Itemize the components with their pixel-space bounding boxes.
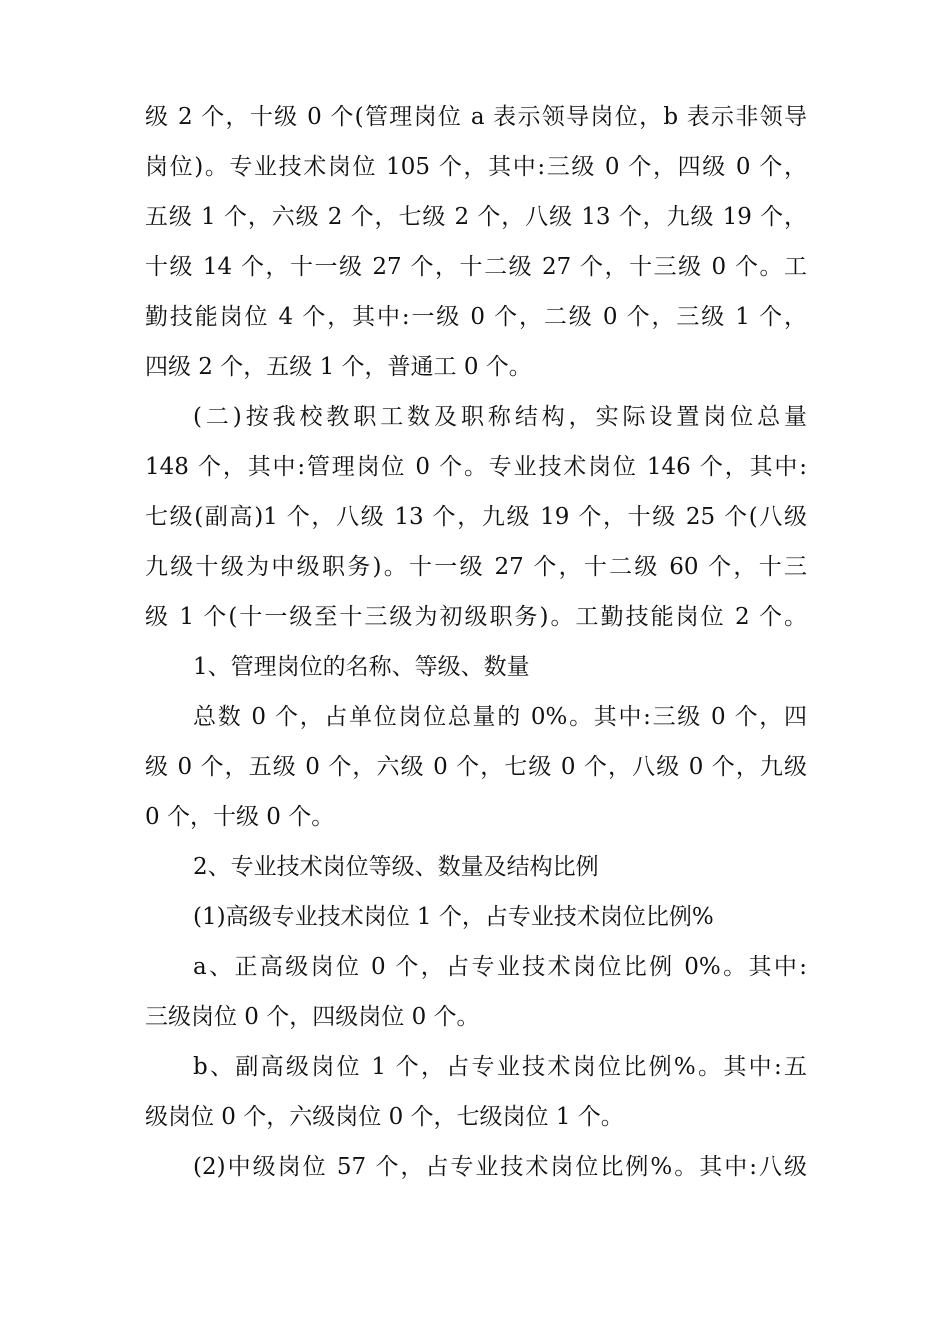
paragraph-start-line: (二)按我校教职工数及职称结构，实际设置岗位总量 xyxy=(193,404,807,430)
text-line: 级岗位 0 个，六级岗位 0 个，七级岗位 1 个。 xyxy=(145,1104,624,1130)
subsection-heading: (1)高级专业技术岗位 1 个，占专业技术岗位比例% xyxy=(193,904,714,930)
section-heading: 2、专业技术岗位等级、数量及结构比例 xyxy=(193,854,599,880)
text-line: 级 0 个，五级 0 个，六级 0 个，七级 0 个，八级 0 个，九级 xyxy=(145,754,807,780)
paragraph-start-line: 总数 0 个，占单位岗位总量的 0%。其中:三级 0 个，四 xyxy=(193,704,807,730)
text-line: 148 个，其中:管理岗位 0 个。专业技术岗位 146 个，其中: xyxy=(145,454,807,480)
text-line: 十级 14 个，十一级 27 个，十二级 27 个，十三级 0 个。工 xyxy=(145,254,807,280)
text-line: 岗位)。专业技术岗位 105 个，其中:三级 0 个，四级 0 个， xyxy=(145,154,807,180)
paragraph-start-line: b、副高级岗位 1 个，占专业技术岗位比例%。其中:五 xyxy=(193,1054,807,1080)
text-line: 五级 1 个，六级 2 个，七级 2 个，八级 13 个，九级 19 个， xyxy=(145,204,807,230)
paragraph-start-line: (2)中级岗位 57 个，占专业技术岗位比例%。其中:八级 xyxy=(193,1154,807,1180)
text-line: 级 2 个，十级 0 个(管理岗位 a 表示领导岗位，b 表示非领导 xyxy=(145,104,807,130)
paragraph-start-line: a、正高级岗位 0 个，占专业技术岗位比例 0%。其中: xyxy=(193,954,807,980)
document-body xyxy=(145,92,807,1192)
section-heading: 1、管理岗位的名称、等级、数量 xyxy=(193,654,530,680)
text-line: 三级岗位 0 个，四级岗位 0 个。 xyxy=(145,1004,480,1030)
text-line: 级 1 个(十一级至十三级为初级职务)。工勤技能岗位 2 个。 xyxy=(145,604,807,630)
text-line: 九级十级为中级职务)。十一级 27 个，十二级 60 个，十三 xyxy=(145,554,807,580)
text-line: 四级 2 个，五级 1 个，普通工 0 个。 xyxy=(145,354,532,380)
text-line: 0 个，十级 0 个。 xyxy=(145,804,335,830)
text-line: 勤技能岗位 4 个，其中:一级 0 个，二级 0 个，三级 1 个， xyxy=(145,304,807,330)
text-line: 七级(副高)1 个，八级 13 个，九级 19 个，十级 25 个(八级 xyxy=(145,504,807,530)
